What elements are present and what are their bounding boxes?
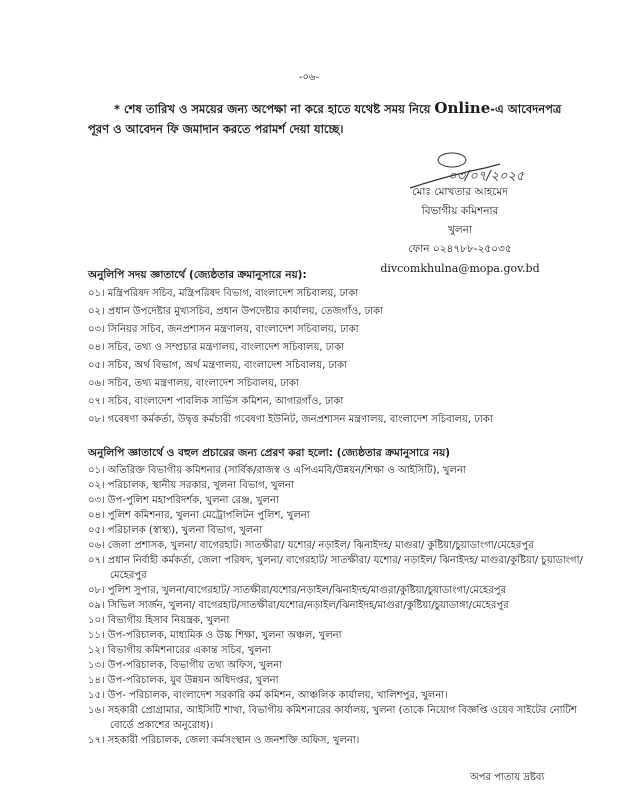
list-item: ১৩। উপ-পরিচালক, বিভাগীয় তথ্য অফিস, খুলনা [88, 660, 283, 671]
list-item: ১৬। সহকারী প্রোগ্রামার, আইসিটি শাখা, বিভাগীয় কমিশনারের কার্যালয়, খুলনা (তাকে নিয়োগ বিজ্ঞপ্তি ওয়েব সাইটের নোটিশ বোর্ডে প্রকাশের অনুরোধ)। [88, 705, 577, 731]
list-item: ১৫। উপ- পরিচালক, বাংলাদেশ সরকারি কর্ম কমিশন, আঞ্চলিক কার্যালয়, খালিশপুর, খুলনা। [88, 690, 448, 701]
signatory-email[interactable]: divcomkhulna@mopa.gov.bd [380, 262, 540, 275]
copy-list-1-heading: অনুলিপি সদয় জ্ঞাতার্থে (জ্যেষ্ঠতার ক্রমানুসারে নয়): [88, 269, 307, 281]
copy-list-2-heading: অনুলিপি জ্ঞাতার্থে ও বহুল প্রচারের জন্য প্রেরণ করা হলো: (জ্যেষ্ঠতার ক্রমানুসারে নয়) [88, 447, 451, 459]
list-item: ০৭। প্রধান নির্বাহী কর্মকর্তা, জেলা পরিষদ, খুলনা/ বাগেরহাট/ সাতক্ষীরা/ যশোর/ নড়াইল/ ঝিনাইদহ/ মাগুরা/কুষ্টিয়া/ চুয়াডাংগা/ মেহেরপুর [88, 555, 583, 581]
copy-list-1 [88, 285, 598, 429]
note-online: Online [434, 99, 491, 117]
list-item: ০৭। সচিব, বাংলাদেশ পাবলিক সার্ভিস কমিশন, আগারগাঁও, ঢাকা [88, 396, 344, 407]
note-text-2: -এ আবেদনপত্র পূরণ ও আবেদন ফি জমাদান করতে পরামর্শ দেয়া যাচ্ছে। [88, 102, 562, 136]
signatory-location: খুলনা [447, 224, 473, 236]
page-number: -০৬- [298, 72, 320, 83]
instruction-note [88, 98, 578, 139]
list-item: ০৩। সিনিয়র সচিব, জনপ্রশাসন মন্ত্রণালয়, বাংলাদেশ সচিবালয়, ঢাকা [88, 324, 359, 335]
list-item: ০৫। সচিব, অর্থ বিভাগ, অর্থ মন্ত্রণালয়, বাংলাদেশ সচিবালয়, ঢাকা [88, 360, 347, 371]
list-item: ১৪। উপ-পরিচালক, যুব উন্নয়ন অধিদপ্তর, খুলনা [88, 675, 279, 686]
signature-date: ০৩/০৭/২০২৫ [448, 169, 525, 184]
note-text-1: * শেষ তারিখ ও সময়ের জন্য অপেক্ষা না করে হাতে যথেষ্ট সময় নিয়ে [114, 102, 435, 116]
list-item: ০৫। পরিচালক (স্বাস্থ্য), খুলনা বিভাগ, খুলনা [88, 525, 263, 536]
list-item: ১১। উপ-পরিচালক, মাধ্যমিক ও উচ্চ শিক্ষা, খুলনা অঞ্চল, খুলনা [88, 630, 342, 641]
list-item: ০২। পরিচালক, স্থানীয় সরকার, খুলনা বিভাগ, খুলনা [88, 480, 294, 491]
list-item: ০৮। গবেষণা কর্মকর্তা, উদ্বৃত্ত কর্মচারী গবেষণা ইউনিট, জনপ্রশাসন মন্ত্রণালয়, বাংলাদেশ সচিবালয়, ঢাকা [88, 414, 493, 425]
continued-overleaf-note: অপর পাতায় দ্রষ্টব্য [470, 772, 545, 783]
signatory-name: মোঃ মোখতার আহমেদ [412, 186, 508, 198]
list-item: ০১। অতিরিক্ত বিভাগীয় কমিশনার (সার্বিক/রাজস্ব ও এপিএমবি/উন্নয়ন/শিক্ষা ও আইসিটি), খুলনা [88, 465, 466, 476]
list-item: ১০। বিভাগীয় হিসাব নিয়ন্ত্রক, খুলনা [88, 615, 230, 626]
list-item: ০১। মন্ত্রিপরিষদ সচিব, মন্ত্রিপরিষদ বিভাগ, বাংলাদেশ সচিবালয়, ঢাকা [88, 288, 359, 299]
list-item: ১২। বিভাগীয় কমিশনারের একান্ত সচিব, খুলনা [88, 645, 271, 656]
list-item: ০৮। পুলিশ সুপার, খুলনা/বাগেরহাট/ সাতক্ষীরা/যশোর/নড়াইল/ঝিনাইদহ/মাগুরা/কুষ্টিয়া/চুয়াডাংগা/মেহেরপুর [88, 585, 506, 596]
signatory-phone: ফোন ০২৪৭৮৮-২৫০৩৫ [408, 243, 512, 255]
copy-list-2 [88, 463, 598, 748]
list-item: ০৪। সচিব, তথ্য ও সম্প্রচার মন্ত্রণালয়, বাংলাদেশ সচিবালয়, ঢাকা [88, 342, 345, 353]
signatory-designation: বিভাগীয় কমিশনার [421, 205, 499, 217]
list-item: ০২। প্রধান উপদেষ্টার মুখ্যসচিব, প্রধান উপদেষ্টার কার্যালয়, তেজগাঁও, ঢাকা [88, 306, 384, 317]
list-item: ০৬। সচিব, তথ্য মন্ত্রণালয়, বাংলাদেশ সচিবালয়, ঢাকা [88, 378, 299, 389]
list-item: ০৬। জেলা প্রশাসক, খুলনা/ বাগেরহাট। সাতক্ষীরা/ যশোর/ নড়াইল/ ঝিনাইদহ/ মাগুরা/ কুষ্টিয়া/চুয়াডাংগা/মেহেরপুর [88, 540, 534, 551]
list-item: ০৪। পুলিশ কমিশনার, খুলনা মেট্রোপলিটন পুলিশ, খুলনা [88, 510, 310, 521]
list-item: ১৭। সহকারী পরিচালক, জেলা কর্মসংস্থান ও জনশক্তি অফিস, খুলনা। [88, 735, 360, 746]
signature-block [380, 183, 540, 278]
list-item: ০৯। সিভিল সার্জন, খুলনা/ বাগেরহাট/সাতক্ষীরা/যশোর/নড়াইল/ঝিনাইদহ/মাগুরা/কুষ্টিয়া/চুয়াডাঙ্গা/মেহেরপুর [88, 600, 509, 611]
list-item: ০৩। উপ-পুলিশ মহাপরিদর্শক, খুলনা রেঞ্জ, খুলনা [88, 495, 279, 506]
